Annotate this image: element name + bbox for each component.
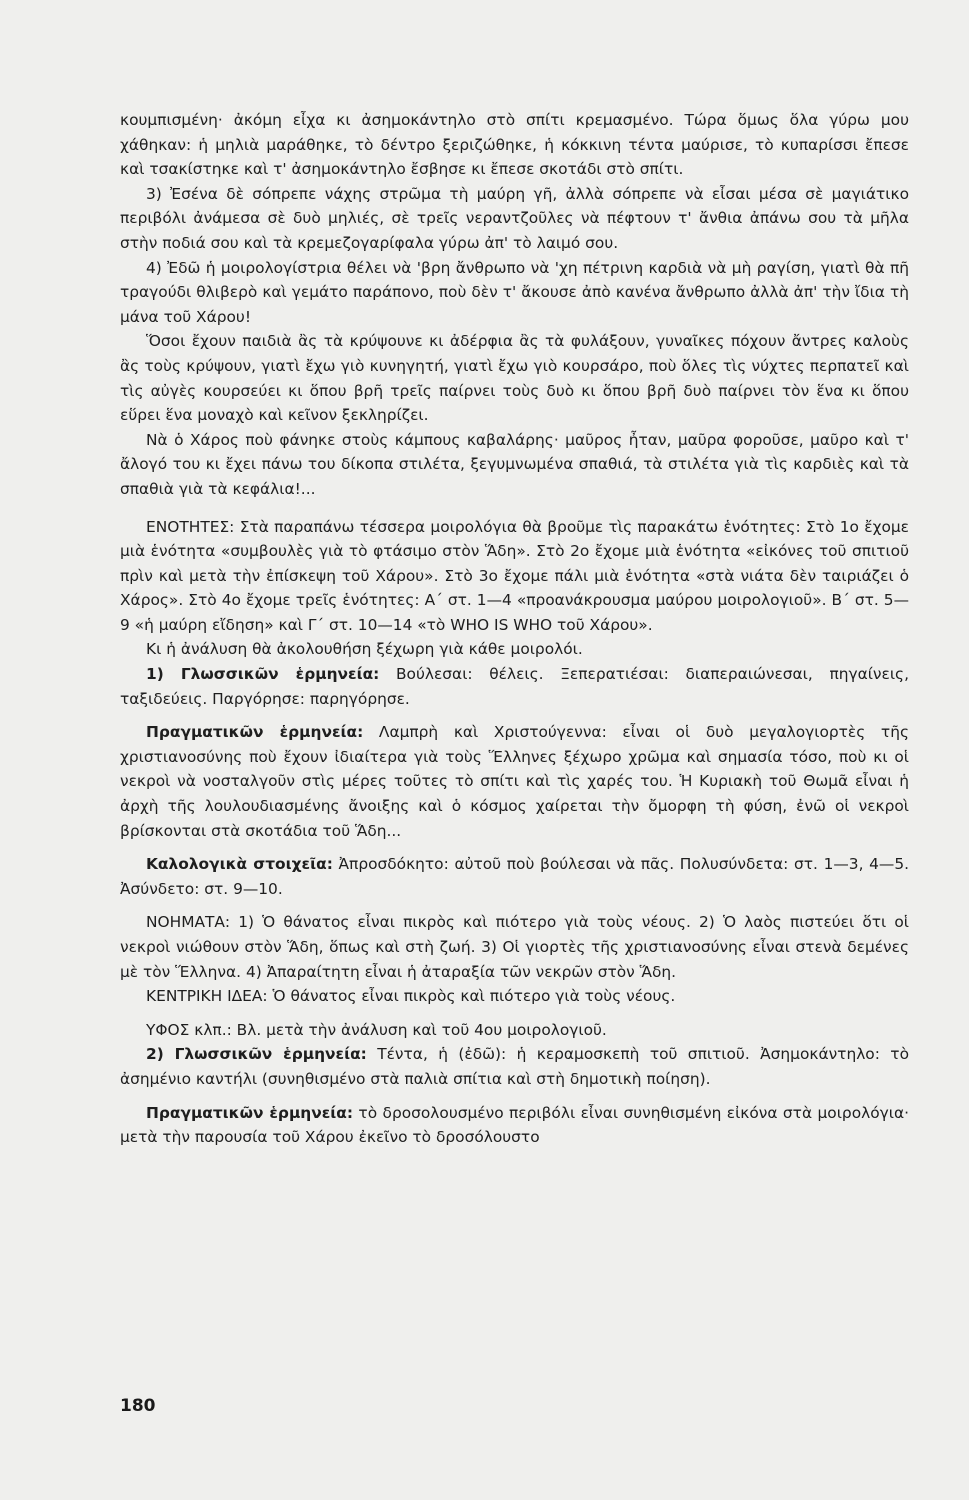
section-heading: Πραγματικῶν ἑρμηνεία: xyxy=(146,723,364,742)
paragraph xyxy=(120,329,909,427)
paragraph-text: ΝΟΗΜΑΤΑ: 1) Ὁ θάνατος εἶναι πικρὸς καὶ πιότερο γιὰ τοὺς νέους. 2) Ὁ λαὸς πιστεύει ὅτι οἱ νεκροὶ νιώθουν στὸν Ἅδη, ὅπως καὶ στὴ ζωή. 3) Οἱ γιορτὲς τῆς χριστιανοσύνης εἶναι στενὰ δεμένες μὲ τὸν Ἕλληνα. 4) Ἀπαραίτητη εἶναι ἡ ἀταραξία τῶν νεκρῶν στὸν Ἅδη. xyxy=(120,913,909,981)
paragraph xyxy=(120,108,909,182)
section-noimata xyxy=(120,910,909,984)
paragraph-text: Βούλεσαι: θέλεις. Ξεπερατιέσαι: διαπεραιώνεσαι, πηγαίνεις, ταξιδεύεις. Παργόρησε: παρηγόρησε. xyxy=(120,665,909,708)
section-glossikon-2 xyxy=(120,1042,909,1091)
section-heading: 1) Γλωσσικῶν ἑρμηνεία: xyxy=(146,665,380,684)
paragraph-text: 4) Ἐδῶ ἡ μοιρολογίστρια θέλει νὰ 'βρη ἄνθρωπο νὰ 'χη πέτρινη καρδιὰ νὰ μὴ ραγίση, γιατὶ θὰ πῆ τραγούδι θλιβερὸ καὶ γεμάτο παράπονο, ποὺ δὲν τ' ἄκουσε ἀπὸ κανένα ἄνθρωπο ἀλλὰ ἀπ' τὴν ἴδια τὴ μάνα τοῦ Χάρου! xyxy=(120,258,909,326)
section-heading: Πραγματικῶν ἑρμηνεία: xyxy=(146,1103,353,1122)
paragraph-text: ΚΕΝΤΡΙΚΗ ΙΔΕΑ: Ὁ θάνατος εἶναι πικρὸς καὶ πιότερο γιὰ τοὺς νέους. xyxy=(146,987,676,1006)
paragraph-text: Κι ἡ ἀνάλυση θὰ ἀκολουθήση ξέχωρη γιὰ κάθε μοιρολόι. xyxy=(146,640,583,659)
paragraph xyxy=(120,256,909,330)
paragraph-text: Ἀπροσδόκητο: αὐτοῦ ποὺ βούλεσαι νὰ πᾶς. Πολυσύνδετα: στ. 1—3, 4—5. Ἀσύνδετο: στ. 9—10. xyxy=(120,855,910,898)
paragraph-text: ΥΦΟΣ κλπ.: Βλ. μετὰ τὴν ἀνάλυση καὶ τοῦ 4ου μοιρολογιοῦ. xyxy=(146,1020,607,1039)
section-enotites xyxy=(120,515,909,638)
paragraph-text: Λαμπρὴ καὶ Χριστούγεννα: εἶναι οἱ δυὸ μεγαλογιορτὲς τῆς χριστιανοσύνης ποὺ ἔχουν ἰδιαίτερα γιὰ τοὺς Ἕλληνες ξέχωρο χρῶμα καὶ σημασία τόσο, ποὺ κι οἱ νεκροὶ νὰ νοσταλγοῦν στὶς μέρες τοῦτες τὸ σπίτι καὶ τὶς χαρές του. Ἡ Κυριακὴ τοῦ Θωμᾶ εἶναι ἡ ἀρχὴ τῆς λουλουδιασμένης ἄνοιξης καὶ ὁ κόσμος χαίρεται τὴν ὄμορφη τὴ φύση, ἐνῶ οἱ νεκροὶ βρίσκονται στὰ σκοτάδια τοῦ Ἅδη... xyxy=(120,723,909,840)
section-glossikon-1 xyxy=(120,662,909,711)
paragraph xyxy=(120,428,909,502)
section-yfos xyxy=(120,1018,909,1043)
section-pragmatikon-2 xyxy=(120,1101,909,1150)
paragraph-text: Τέντα, ἡ (ἐδῶ): ἡ κεραμοσκεπὴ τοῦ σπιτιοῦ. Ἀσημοκάντηλο: τὸ ἀσημένιο καντήλι (συνηθισμένο στὰ παλιὰ σπίτια καὶ στὴ δημοτικὴ ποίηση). xyxy=(120,1045,909,1088)
section-heading: Καλολογικὰ στοιχεῖα: xyxy=(146,855,333,874)
section-heading: 2) Γλωσσικῶν ἑρμηνεία: xyxy=(146,1045,367,1064)
section-kentriki-idea xyxy=(120,984,909,1009)
page-body-text xyxy=(120,108,909,1150)
paragraph xyxy=(120,637,909,662)
paragraph-text: κουμπισμένη· ἀκόμη εἶχα κι ἀσημοκάντηλο στὸ σπίτι κρεμασμένο. Τώρα ὅμως ὅλα γύρω μου χάθηκαν: ἡ μηλιὰ μαράθηκε, τὸ δέντρο ξεριζώθηκε, ἡ κόκκινη τέντα μαύρισε, τὸ κυπαρίσσι ἔπεσε καὶ τσακίστηκε καὶ τ' ἀσημοκάντηλο ἔσβησε κι ἔπεσε σκοτάδι στὸ σπίτι. xyxy=(120,111,909,179)
section-kalologika xyxy=(120,852,909,901)
paragraph-text: ΕΝΟΤΗΤΕΣ: Στὰ παραπάνω τέσσερα μοιρολόγια θὰ βροῦμε τὶς παρακάτω ἑνότητες: Στὸ 1ο ἔχομε μιὰ ἑνότητα «συμβουλὲς γιὰ τὸ φτάσιμο στὸν Ἅδη». Στὸ 2ο ἔχομε μιὰ ἑνότητα «εἰκόνες τοῦ σπιτιοῦ πρὶν καὶ μετὰ τὴν ἐπίσκεψη τοῦ Χάρου». Στὸ 3ο ἔχομε πάλι μιὰ ἑνότητα «στὰ νιάτα δὲν ταιριάζει ὁ Χάρος». Στὸ 4ο ἔχομε τρεῖς ἑνότητες: Α΄ στ. 1—4 «προανάκρουσμα μαύρου μοιρολογιοῦ». Β΄ στ. 5—9 «ἡ μαύρη εἴδηση» καὶ Γ΄ στ. 10—14 «τὸ WHO IS WHO τοῦ Χάρου». xyxy=(120,517,909,634)
paragraph xyxy=(120,182,909,256)
page-number: 180 xyxy=(120,1396,156,1416)
paragraph-text: τὸ δροσολουσμένο περιβόλι εἶναι συνηθισμένη εἰκόνα στὰ μοιρολόγια· μετὰ τὴν παρουσία τοῦ Χάρου ἐκεῖνο τὸ δροσόλουστο xyxy=(120,1103,909,1147)
paragraph-text: Νὰ ὁ Χάρος ποὺ φάνηκε στοὺς κάμπους καβαλάρης· μαῦρος ἦταν, μαῦρα φοροῦσε, μαῦρο καὶ τ' ἄλογό του κι ἔχει πάνω του δίκοπα στιλέτα, ξεγυμνωμένα σπαθιά, τὰ στιλέτα γιὰ τὶς καρδιὲς καὶ τὰ σπαθιὰ γιὰ τὰ κεφάλια!... xyxy=(120,430,909,498)
section-pragmatikon-1 xyxy=(120,720,909,843)
paragraph-text: Ὅσοι ἔχουν παιδιὰ ἂς τὰ κρύψουνε κι ἀδέρφια ἂς τὰ φυλάξουν, γυναῖκες πόχουν ἄντρες καλοὺς ἂς τοὺς κρύψουν, γιατὶ ἔχω γιὸ κυνηγητή, γιατὶ ἔχω γιὸ κουρσάρο, ποὺ ὅλες τὶς νύχτες περπατεῖ καὶ τὶς αὐγὲς κουρσεύει κι ὅπου βρῆ τρεῖς παίρνει τοὺς δυὸ κι ὅπου βρῆ δυὸ παίρνει τὸν ἕνα κι ὅπου εὕρει ἕνα μοναχὸ καὶ κεῖνον ξεκληρίζει. xyxy=(120,332,909,425)
paragraph-text: 3) Ἐσένα δὲ σόπρεπε νάχης στρῶμα τὴ μαύρη γῆ, ἀλλὰ σόπρεπε νὰ εἶσαι μέσα σὲ μαγιάτικο περιβόλι ἀνάμεσα σὲ δυὸ μηλιές, σὲ τρεῖς νεραντζοῦλες νὰ πέφτουν τ' ἄνθια ἀπάνω σου τὰ μῆλα στὴν ποδιά σου καὶ τὰ κρεμεζογαρίφαλα γύρω ἀπ' τὸ λαιμό σου. xyxy=(120,184,909,252)
